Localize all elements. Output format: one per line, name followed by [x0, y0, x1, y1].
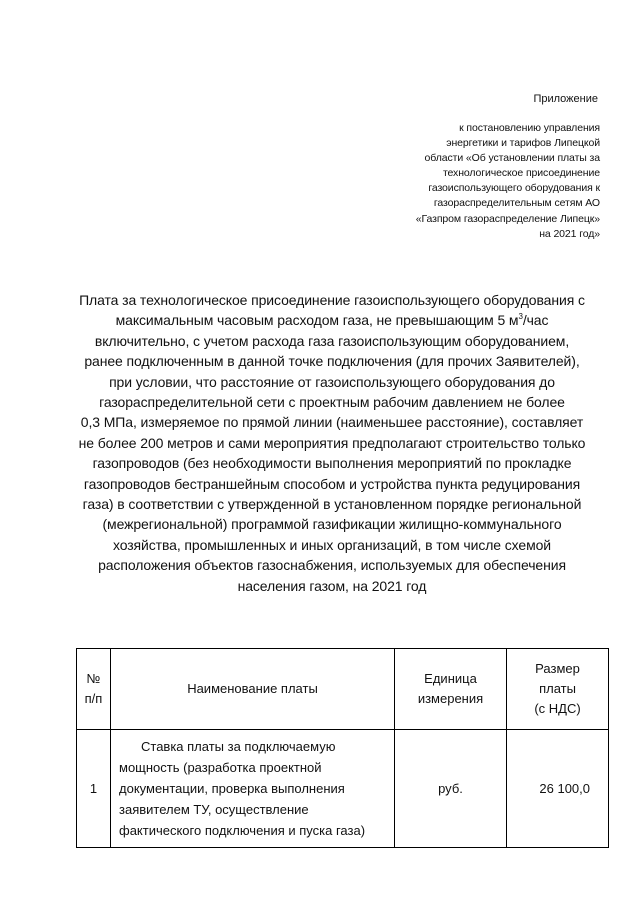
appendix-title: Приложение [533, 93, 598, 105]
header-text: п/п [84, 691, 103, 706]
title-line: расположения объектов газоснабжения, используемых для обеспечения [98, 557, 566, 574]
fee-table [76, 648, 609, 848]
title-line: населения газом, на 2021 год [237, 577, 427, 594]
title-line [60, 310, 604, 330]
title-line: газораспределительной сети с проектным рабочим давлением не более [99, 394, 565, 411]
header-text: измерения [417, 691, 484, 706]
header-text: Единица [424, 671, 477, 686]
appendix-line: на 2021 год» [539, 227, 600, 240]
table-header-row [77, 649, 609, 730]
row-description [111, 730, 395, 848]
header-text: Наименование платы [187, 681, 318, 696]
document-title [60, 290, 604, 596]
appendix-line: газораспределительным сетям АО [433, 197, 600, 210]
title-line: Плата за технологическое присоединение газоиспользующего оборудования с [79, 292, 585, 308]
description-line: мощность (разработка проектной [119, 760, 322, 775]
description-line: фактического подключения и пуска газа) [119, 823, 366, 838]
title-line: при условии, что расстояние от газоиспользующего оборудования до [109, 373, 555, 390]
title-text: /час [522, 312, 549, 329]
row-unit: руб. [395, 730, 507, 848]
header-unit [395, 649, 507, 730]
description-line [119, 736, 390, 757]
title-line: газопроводов (без необходимости выполнения мероприятий по прокладке [92, 455, 572, 472]
header-name [111, 649, 395, 730]
appendix-line: технологическое присоединение [442, 167, 600, 180]
title-line: газа) в соответствии с утвержденной в установленном порядке региональной [82, 496, 582, 513]
header-text: (с НДС) [534, 701, 581, 716]
title-line: ранее подключенным в данной точке подключения (для прочих Заявителей), [84, 353, 580, 370]
description-text: Ставка платы за подключаемую [141, 739, 336, 754]
title-text: максимальным часовым расходом газа, не превышающим 5 м [115, 312, 519, 329]
table-row [77, 730, 609, 848]
title-line: 0,3 МПа, измеряемое по прямой линии (наименьшее расстояние), составляет [80, 414, 584, 431]
title-line: включительно, с учетом расхода газа газоиспользующим оборудованием, [94, 332, 570, 349]
appendix-line: к постановлению управления [459, 122, 600, 134]
title-line: газопроводов бестраншейным способом и устройства пункта редуцирования [83, 475, 581, 492]
description-line: документации, проверка выполнения [119, 781, 345, 796]
header-text: платы [539, 681, 576, 696]
row-number: 1 [77, 730, 111, 848]
appendix-reference [350, 121, 600, 242]
title-line: не более 200 метров и сами мероприятия предполагают строительство только [78, 434, 586, 451]
appendix-line: энергетики и тарифов Липецкой [446, 137, 600, 150]
title-line: хозяйства, промышленных и иных организаций, в том числе схемой [112, 536, 552, 553]
appendix-line: газоиспользующего оборудования к [428, 182, 600, 195]
appendix-line: «Газпром газораспределение Липецк» [415, 212, 600, 225]
row-amount: 26 100,0 [507, 730, 609, 848]
header-text: Размер [535, 661, 580, 676]
header-text: № [86, 671, 101, 686]
appendix-line: области «Об установлении платы за [424, 152, 600, 165]
header-size [507, 649, 609, 730]
superscript: 3 [518, 312, 523, 322]
header-number [77, 649, 111, 730]
description-line: заявителем ТУ, осуществление [119, 802, 309, 817]
title-line: (межрегиональной) программой газификации жилищно-коммунального [102, 516, 562, 533]
